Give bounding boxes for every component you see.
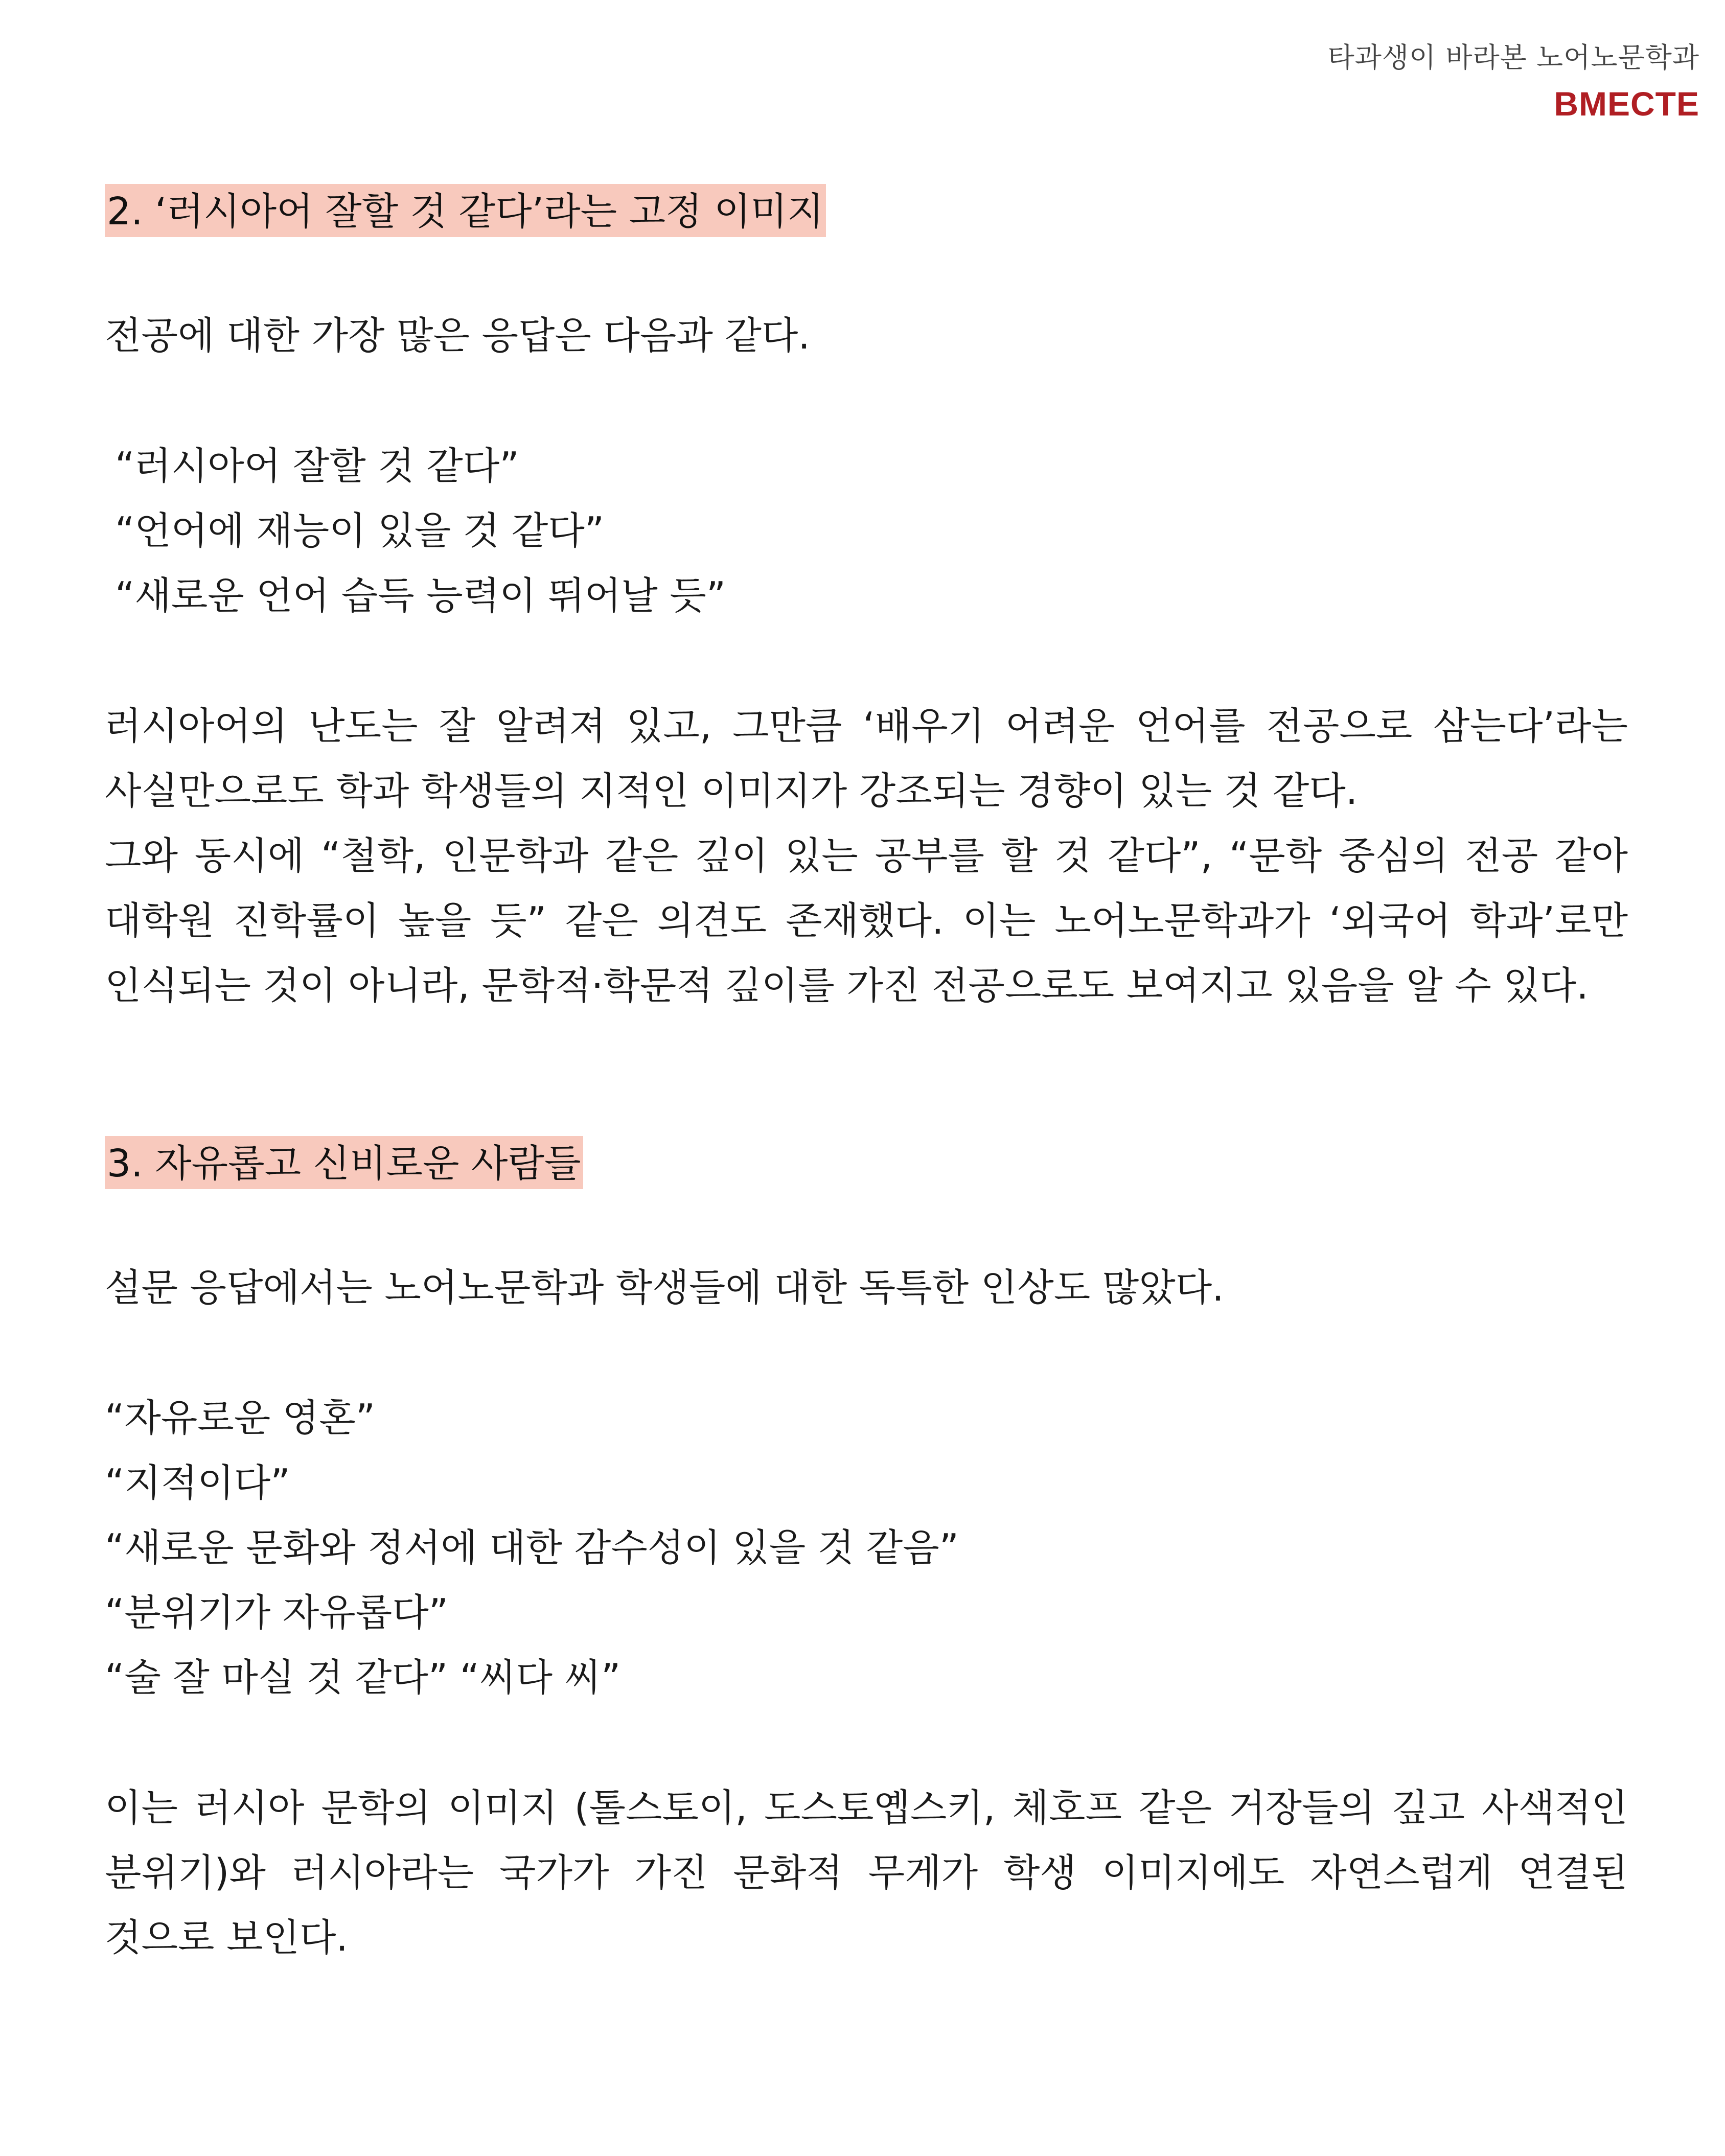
- quote-item: “새로운 언어 습득 능력이 뛰어날 듯”: [115, 574, 726, 618]
- quote-item: “지적이다”: [105, 1461, 290, 1505]
- quote-item: “언어에 재능이 있을 것 같다”: [115, 509, 605, 553]
- quote-item: “술 잘 마실 것 같다” “씨다 씨”: [105, 1656, 621, 1700]
- section-2-intro: 전공에 대한 가장 많은 응답은 다음과 같다.: [105, 314, 810, 358]
- page-header: [1327, 41, 1699, 123]
- article-body: [105, 184, 1628, 1970]
- brand-logo-text: BMECTE: [1554, 85, 1699, 123]
- section-3-quotes: [105, 1386, 1628, 1710]
- section-2-title: 2. ‘러시아어 잘할 것 같다’라는 고정 이미지: [105, 184, 826, 237]
- section-2-paragraph-1: 러시아어의 난도는 잘 알려져 있고, 그만큼 ‘배우기 어려운 언어를 전공으로 삼는다’라는 사실만으로도 학과 학생들의 지적인 이미지가 강조되는 경향이 있는 것 같다.: [105, 704, 1628, 814]
- section-2-paragraph-2: 그와 동시에 “철학, 인문학과 같은 깊이 있는 공부를 할 것 같다”, “문학 중심의 전공 같아 대학원 진학률이 높을 듯” 같은 의견도 존재했다. 이는 노어노문학과가 ‘외국어 학과’로만 인식되는 것이 아니라, 문학적·학문적 깊이를 가진 전공으로도 보여지고 있음을 알 수 있다.: [105, 834, 1628, 1008]
- section-3-paragraph: 이는 러시아 문학의 이미지 (톨스토이, 도스토옙스키, 체호프 같은 거장들의 깊고 사색적인 분위기)와 러시아라는 국가가 가진 문화적 무게가 학생 이미지에도 자연스럽게 연결된 것으로 보인다.: [105, 1786, 1628, 1960]
- section-2-quotes: [105, 434, 1628, 629]
- header-subtitle: 타과생이 바라본 노어노문학과: [1327, 41, 1699, 74]
- section-3-intro: 설문 응답에서는 노어노문학과 학생들에 대한 독특한 인상도 많았다.: [105, 1266, 1224, 1310]
- quote-item: “러시아어 잘할 것 같다”: [115, 444, 519, 489]
- section-3-title: 3. 자유롭고 신비로운 사람들: [105, 1136, 583, 1189]
- quote-item: “새로운 문화와 정서에 대한 감수성이 있을 것 같음”: [105, 1526, 959, 1570]
- quote-item: “자유로운 영혼”: [105, 1396, 376, 1441]
- quote-item: “분위기가 자유롭다”: [105, 1591, 449, 1635]
